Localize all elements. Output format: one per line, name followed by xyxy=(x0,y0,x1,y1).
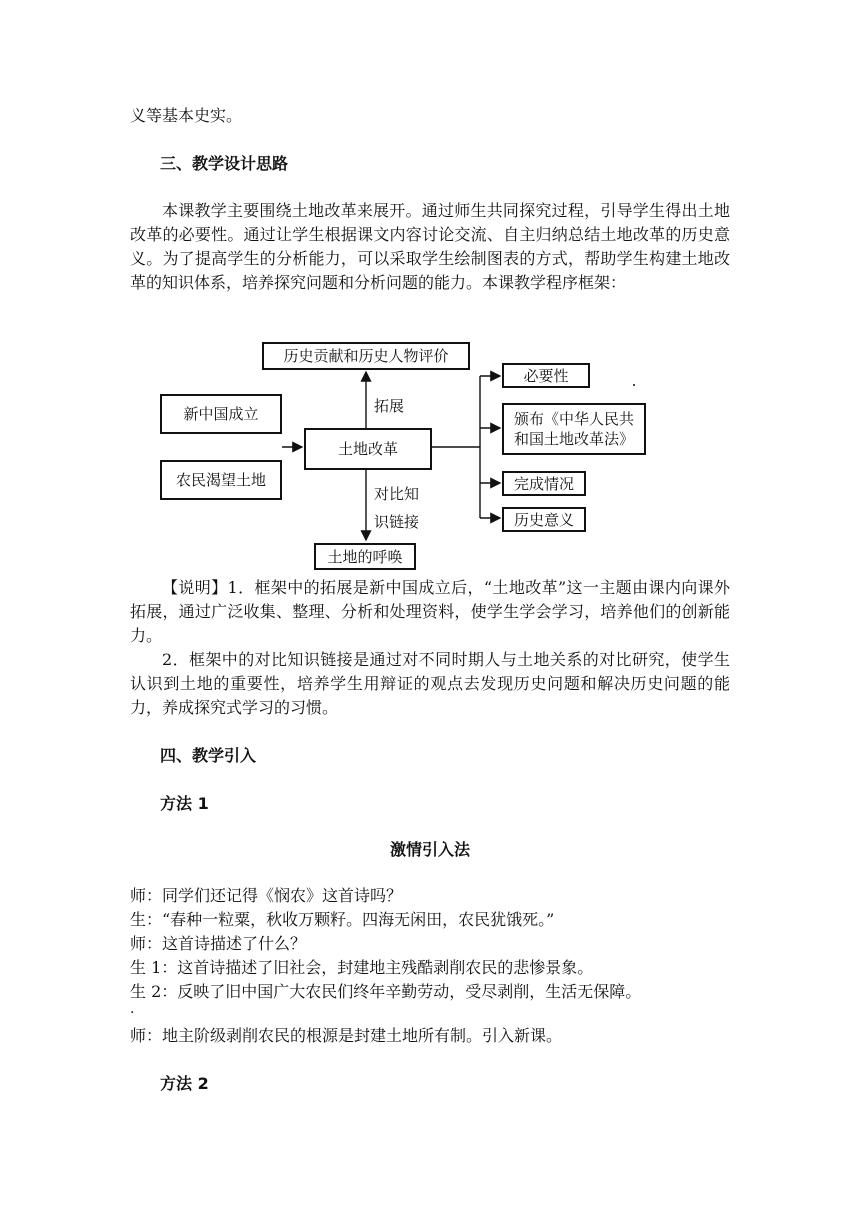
method-title: 激情引入法 xyxy=(389,840,470,859)
dialog-line: 师：地主阶级剥削农民的根源是封建土地所有制。引入新课。 xyxy=(130,1026,563,1045)
note-1: 【说明】1．框架中的拓展是新中国成立后，“土地改革”这一主题由课内向课外拓展，通过广泛收集、整理、分析和处理资料，使学生学会学习，培养他们的创新能力。 xyxy=(130,578,730,645)
dialog-line: 生 1：这首诗描述了旧社会，封建地主残酷剥削农民的悲惨景象。 xyxy=(130,958,594,977)
note-2: 2．框架中的对比知识链接是通过对不同时期人与土地关系的对比研究，使学生认识到土地的重要性，培养学生用辩证的观点去发现历史问题和解决历史问题的能力，养成探究式学习的习惯。 xyxy=(130,650,730,717)
right-box-necessity: 必要性 xyxy=(502,363,590,388)
top-box: 历史贡献和历史人物评价 xyxy=(262,342,470,370)
bottom-box: 土地的呼唤 xyxy=(314,543,416,570)
right-box-law-line2: 和国土地改革法》 xyxy=(513,430,634,448)
method-heading: 方法 1 xyxy=(160,794,209,813)
left-box-farmers: 农民渴望土地 xyxy=(160,460,282,500)
dialog-line: 师：这首诗描述了什么？ xyxy=(130,934,307,953)
left-box-new-china: 新中国成立 xyxy=(160,394,282,434)
right-box-law-line1: 颁布《中华人民共 xyxy=(513,410,634,428)
right-box-significance: 历史意义 xyxy=(502,507,586,532)
dialog-line: 生 2：反映了旧中国广大农民们终年辛勤劳动，受尽剥削，生活无保障。 xyxy=(130,982,642,1001)
dialog-line: 生：“春种一粒粟，秋收万颗籽。四海无闲田，农民犹饿死。” xyxy=(130,910,555,929)
label-compare-1: 对比知 xyxy=(374,485,420,503)
label-compare-2: 识链接 xyxy=(374,513,420,531)
right-box-law xyxy=(502,403,646,455)
right-box-completion: 完成情况 xyxy=(502,471,586,496)
section-heading: 三、教学设计思路 xyxy=(160,154,289,173)
teaching-framework-diagram xyxy=(150,340,660,572)
dialog-dot: . xyxy=(130,1001,135,1017)
label-expand: 拓展 xyxy=(374,397,405,415)
center-box-land-reform: 土地改革 xyxy=(304,428,432,470)
text-line: 义等基本史实。 xyxy=(130,106,243,125)
section-heading: 四、教学引入 xyxy=(160,746,257,765)
paragraph-design: 本课教学主要围绕土地改革来展开。通过师生共同探究过程，引导学生得出土地改革的必要性。通过让学生根据课文内容讨论交流、自主归纳总结土地改革的历史意义。为了提高学生的分析能力，可以采取学生绘制图表的方式，帮助学生构建土地改革的知识体系，培养探究问题和分析问题的能力。本课教学程序框架： xyxy=(130,201,730,292)
dialog-line: 师：同学们还记得《悯农》这首诗吗？ xyxy=(130,886,403,905)
method-heading: 方法 2 xyxy=(160,1074,209,1093)
